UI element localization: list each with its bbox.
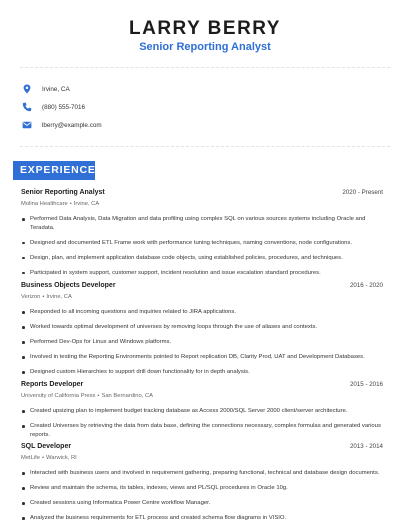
bullet-item: Involved in testing the Reporting Environments pointed to Report replication DB, Clarity Prod, UAT and Development Databases. — [21, 353, 383, 362]
candidate-name: LARRY BERRY — [129, 18, 281, 39]
job-company: Molina Healthcare — [21, 201, 68, 207]
job-title-headline: Senior Reporting Analyst — [139, 41, 271, 53]
job-company-line: Verizon • Irvine, CA — [21, 294, 72, 300]
bullet-item: Interacted with business users and involved in requirement gathering, preparing functional, technical and database design documents. — [21, 469, 383, 478]
contact-location — [22, 82, 70, 96]
contact-phone-text: (880) 555-7016 — [42, 103, 86, 111]
job-company: MetLife — [21, 455, 41, 461]
job-position: Business Objects Developer — [21, 282, 116, 289]
job-company: Verizon — [21, 294, 41, 300]
map-pin-icon — [22, 84, 32, 94]
bullet-item: Created upsizing plan to implement budget tracking database as Access 2000/SQL Server 2000 client/server architecture. — [21, 407, 383, 416]
mail-icon — [22, 120, 32, 130]
contact-phone — [22, 100, 85, 114]
job-bullets — [21, 469, 383, 523]
bullet-item: Analyzed the business requirements for ETL process and created schema flow diagrams in VISIO. — [21, 514, 383, 523]
bullet-item: Created sessions using Informatica Power Centre workflow Manager. — [21, 499, 383, 508]
job-location: San Bernardino, CA — [101, 393, 154, 399]
job-dates: 2015 - 2016 — [349, 381, 383, 388]
job-entry — [21, 282, 383, 383]
job-entry — [21, 189, 383, 284]
experience-section-heading: EXPERIENCE — [13, 161, 95, 180]
job-bullets — [21, 407, 383, 439]
job-location: Irvine, CA — [73, 201, 100, 207]
bullet-item: Design, plan, and implement application database code objects, using established policies, procedures, and techniques. — [21, 254, 383, 263]
bullet-item: Responded to all incoming questions and inquiries related to JIRA applications. — [21, 308, 383, 317]
header-divider — [20, 67, 390, 68]
job-position: Reports Developer — [21, 381, 84, 388]
job-company-line: University of California Press • San Bernardino, CA — [21, 393, 154, 399]
phone-icon — [22, 102, 32, 112]
job-dates: 2020 - Present — [342, 189, 383, 196]
job-company-line: MetLife • Warwick, RI — [21, 455, 77, 461]
bullet-item: Participated in system support, customer support, incident resolution and issue escalation standard procedures. — [21, 269, 383, 278]
bullet-item: Review and maintain the schema, its tables, indexes, views and PL/SQL procedures in Oracle 10g. — [21, 484, 383, 493]
bullet-item: Designed custom Hierarchies to support drill down functionality for in depth analysis. — [21, 368, 383, 377]
bullet-item: Worked towards optimal development of universes by removing loops through the use of aliases and contexts. — [21, 323, 383, 332]
job-entry — [21, 381, 383, 446]
contact-email[interactable] — [22, 118, 102, 132]
job-position: Senior Reporting Analyst — [21, 189, 105, 196]
job-position: SQL Developer — [21, 443, 72, 450]
contact-location-text: Irvine, CA — [42, 85, 70, 93]
bullet-item: Performed Dev-Ops for Linux and Windows platforms. — [21, 338, 383, 347]
job-entry — [21, 443, 383, 529]
job-bullets — [21, 215, 383, 277]
job-location: Warwick, RI — [46, 455, 77, 461]
job-company: University of California Press — [21, 393, 96, 399]
bullet-item: Created Universes by retrieving the data from data base, defining the connections necessary, complex formulas and generated various reports. — [21, 422, 383, 439]
bullet-item: Designed and documented ETL Frame work with performance tuning techniques, naming conventions, node configurations. — [21, 239, 383, 248]
job-bullets — [21, 308, 383, 377]
bullet-item: Performed Data Analysis, Data Migration and data profiling using complex SQL on various sources systems including Oracle and Teradata. — [21, 215, 383, 232]
job-location: Irvine, CA — [46, 294, 72, 300]
job-company-line: Molina Healthcare • Irvine, CA — [21, 201, 100, 207]
contact-divider — [20, 146, 390, 147]
contact-email-text[interactable]: lberry@example.com — [42, 121, 102, 129]
job-dates: 2013 - 2014 — [349, 443, 383, 450]
job-dates: 2016 - 2020 — [349, 282, 383, 289]
